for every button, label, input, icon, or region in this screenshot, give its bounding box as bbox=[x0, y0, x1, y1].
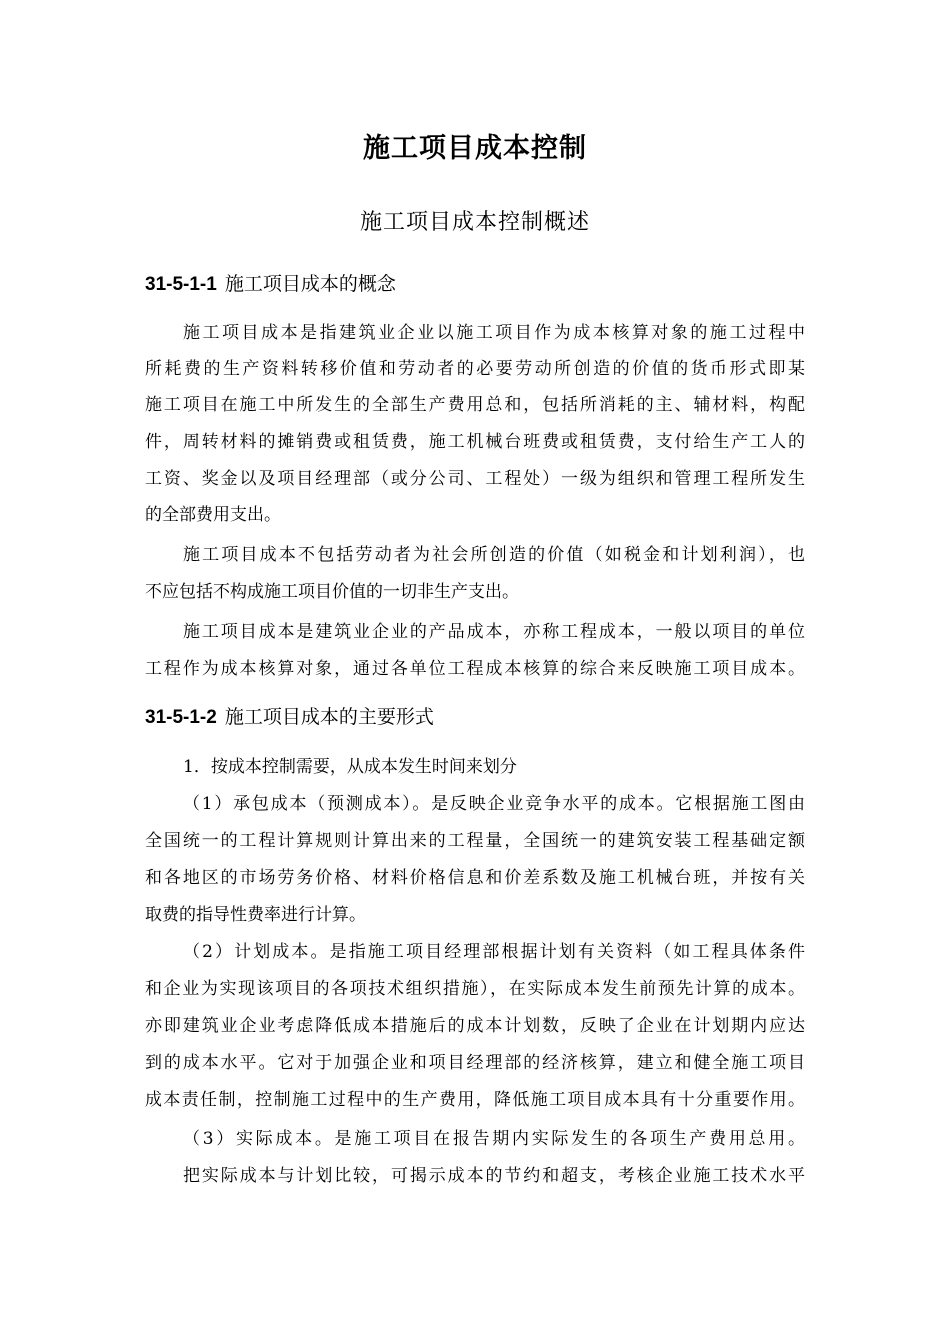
paragraph-line: 亦即建筑业企业考虑降低成本措施后的成本计划数，反映了企业在计划期内应达 bbox=[145, 1016, 807, 1036]
paragraph-line: 到的成本水平。它对于加强企业和项目经理部的经济核算，建立和健全施工项目 bbox=[145, 1053, 807, 1073]
paragraph-line: 施工项目在施工中所发生的全部生产费用总和，包括所消耗的主、辅材料，构配 bbox=[145, 395, 807, 415]
section-number: 31-5-1-2 bbox=[145, 707, 217, 728]
paragraph-line: （3）实际成本。是施工项目在报告期内实际发生的各项生产费用总用。 bbox=[183, 1129, 808, 1149]
paragraph-line: 所耗费的生产资料转移价值和劳动者的必要劳动所创造的价值的货币形式即某 bbox=[145, 359, 808, 379]
paragraph-line: 工程作为成本核算对象，通过各单位工程成本核算的综合来反映施工项目成本。 bbox=[145, 659, 807, 679]
paragraph-line: 取费的指导性费率进行计算。 bbox=[145, 905, 366, 925]
document-title: 施工项目成本控制 bbox=[363, 133, 587, 164]
paragraph-line: 全国统一的工程计算规则计算出来的工程量，全国统一的建筑安装工程基础定额 bbox=[145, 831, 807, 851]
section-number: 31-5-1-1 bbox=[145, 274, 217, 295]
paragraph-line: 成本责任制，控制施工过程中的生产费用，降低施工项目成本具有十分重要作用。 bbox=[145, 1090, 807, 1110]
section-heading-forms bbox=[145, 702, 434, 733]
paragraph-line: 把实际成本与计划比较，可揭示成本的节约和超支，考核企业施工技术水平 bbox=[183, 1166, 807, 1186]
paragraph-line: 和企业为实现该项目的各项技术组织措施），在实际成本发生前预先计算的成本。 bbox=[145, 979, 807, 999]
paragraph-line: 件，周转材料的摊销费或租赁费，施工机械台班费或租赁费，支付给生产工人的 bbox=[145, 432, 807, 452]
paragraph-line: （2）计划成本。是指施工项目经理部根据计划有关资料（如工程具体条件 bbox=[183, 942, 808, 962]
paragraph-line: 的全部费用支出。 bbox=[145, 505, 281, 525]
paragraph-line: （1）承包成本（预测成本）。是反映企业竞争水平的成本。它根据施工图由 bbox=[183, 794, 807, 814]
document-subtitle: 施工项目成本控制概述 bbox=[359, 210, 590, 235]
paragraph-line: 施工项目成本不包括劳动者为社会所创造的价值（如税金和计划利润），也 bbox=[183, 545, 808, 565]
paragraph-line: 和各地区的市场劳务价格、材料价格信息和价差系数及施工机械台班，并按有关 bbox=[145, 868, 807, 888]
section-title: 施工项目成本的主要形式 bbox=[224, 706, 434, 728]
section-heading-concept bbox=[145, 269, 396, 300]
paragraph-line: 工资、奖金以及项目经理部（或分公司、工程处）一级为组织和管理工程所发生 bbox=[145, 469, 807, 489]
paragraph-line: 1．按成本控制需要，从成本发生时间来划分 bbox=[183, 757, 517, 777]
paragraph-line: 施工项目成本是指建筑业企业以施工项目作为成本核算对象的施工过程中 bbox=[183, 323, 808, 343]
paragraph-line: 不应包括不构成施工项目价值的一切非生产支出。 bbox=[145, 582, 519, 602]
paragraph-line: 施工项目成本是建筑业企业的产品成本，亦称工程成本，一般以项目的单位 bbox=[183, 622, 807, 642]
section-title: 施工项目成本的概念 bbox=[224, 273, 396, 295]
